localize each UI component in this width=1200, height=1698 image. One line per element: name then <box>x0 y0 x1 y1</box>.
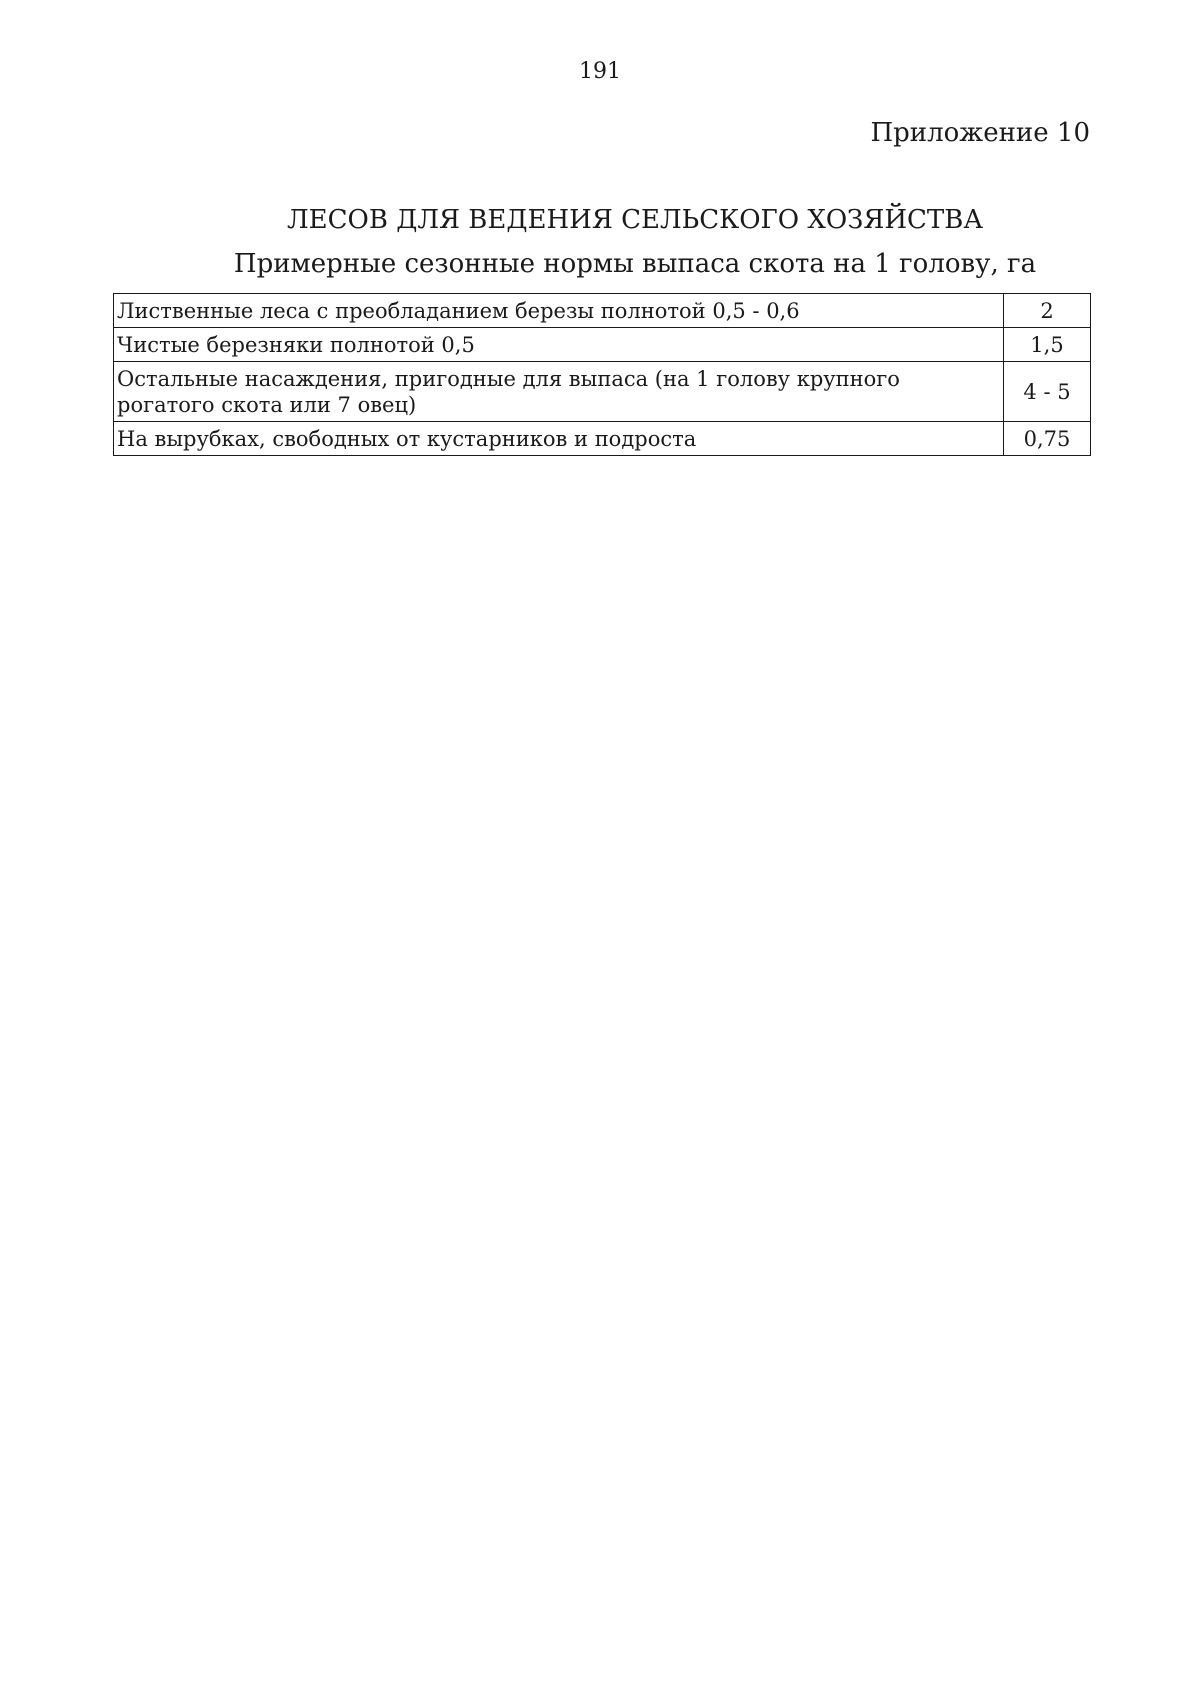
table-cell-value: 4 - 5 <box>1004 362 1091 422</box>
table-cell-value: 1,5 <box>1004 328 1091 362</box>
table-row <box>114 362 1091 422</box>
table-row <box>114 422 1091 456</box>
document-title: ЛЕСОВ ДЛЯ ВЕДЕНИЯ СЕЛЬСКОГО ХОЗЯЙСТВА <box>286 205 984 235</box>
table-row <box>114 294 1091 328</box>
page-number: 191 <box>579 59 621 84</box>
table-cell-value: 2 <box>1004 294 1091 328</box>
document-subtitle: Примерные сезонные нормы выпаса скота на 1 голову, га <box>233 249 1037 279</box>
table-cell-description: Чистые березняки полнотой 0,5 <box>114 328 1004 362</box>
appendix-label: Приложение 10 <box>870 118 1090 148</box>
table-cell-value: 0,75 <box>1004 422 1091 456</box>
grazing-norms-table <box>113 293 1091 456</box>
table-cell-description: Остальные насаждения, пригодные для выпаса (на 1 голову крупного рогатого скота или 7 овец) <box>114 362 1004 422</box>
table-cell-description: Лиственные леса с преобладанием березы полнотой 0,5 - 0,6 <box>114 294 1004 328</box>
table-cell-description: На вырубках, свободных от кустарников и подроста <box>114 422 1004 456</box>
table-row <box>114 328 1091 362</box>
